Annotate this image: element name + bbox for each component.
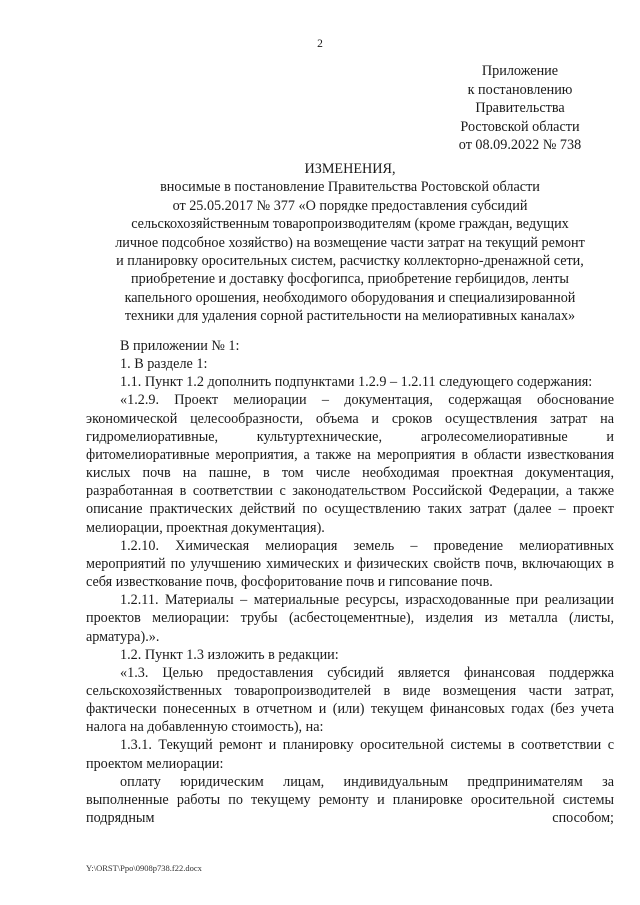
body-paragraph: 1.2. Пункт 1.3 изложить в редакции: (120, 646, 339, 663)
page-number: 2 (317, 38, 323, 50)
heading-line: и планировку оросительных систем, расчистку коллекторно-дренажной сети, (116, 253, 584, 270)
appendix-line: к постановлению (467, 81, 573, 98)
body-paragraph: оплату юридическим лицам, индивидуальным предпринимателям за выполненные работы по текущему ремонту и планировке оросительной системы подрядным способом; (86, 773, 614, 827)
document-body (86, 337, 614, 827)
appendix-line: Ростовской области (460, 118, 580, 135)
body-paragraph: В приложении № 1: (120, 338, 240, 354)
heading-line: приобретение и доставку фосфогипса, приобретение гербицидов, ленты (131, 271, 569, 288)
body-paragraph: 1.2.10. Химическая мелиорация земель – проведение мелиоративных мероприятий по улучшению химических и физических свойств почв, включающих в себя известкование почв, фосфоритование почв и гипсование почв. (86, 537, 614, 591)
heading-line: вносимые в постановление Правительства Ростовской области (160, 179, 540, 196)
body-paragraph: 1.2.11. Материалы – материальные ресурсы, израсходованные при реализации проектов мелиорации: трубы (асбестоцементные), изделия из металла (листы, арматура).». (86, 592, 614, 645)
heading-line: капельного орошения, необходимого оборудования и специализированной (124, 289, 576, 306)
appendix-line: Приложение (481, 63, 559, 79)
appendix-line: от 08.09.2022 № 738 (458, 137, 582, 154)
body-paragraph: 1.1. Пункт 1.2 дополнить подпунктами 1.2.9 – 1.2.11 следующего содержания: (120, 374, 593, 391)
appendix-block (440, 62, 600, 155)
body-paragraph: «1.3. Целью предоставления субсидий является финансовая поддержка сельскохозяйственных товаропроизводителей в виде возмещения части затрат, фактически понесенных в отчетном и (или) текущем финансовых годах (без учета налога на добавленную стоимость), на: (86, 664, 614, 736)
heading-line: техники для удаления сорной растительности на мелиоративных каналах» (124, 308, 576, 325)
document-heading (86, 160, 614, 326)
heading-line: от 25.05.2017 № 377 «О порядке предоставления субсидий (172, 197, 528, 214)
body-paragraph: «1.2.9. Проект мелиорации – документация, содержащая обоснование экономической целесообразности, объема и сроков осуществления затрат на гидромелиоративные, культуртехнические, агролесомелиоративные и фитомелиоративные мероприятия, а также на мероприятия в области известкования кислых почв на пашне, в том числе необходимая проектная документация, разработанная в соответствии с законодательством Российской Федерации, а также описание практических действий по осуществлению таких затрат (далее – проект мелиорации, проектная документация). (86, 392, 614, 536)
footer-file-path: Y:\ORST\Ppo\0908p738.f22.docx (86, 863, 202, 873)
heading-line: личное подсобное хозяйство) на возмещение части затрат на текущий ремонт (115, 234, 585, 251)
heading-line: сельскохозяйственным товаропроизводителям (кроме граждан, ведущих (131, 216, 569, 233)
appendix-line: Правительства (475, 100, 565, 117)
heading-title: ИЗМЕНЕНИЯ, (304, 161, 396, 177)
body-paragraph: 1. В разделе 1: (120, 356, 208, 373)
body-paragraph: 1.3.1. Текущий ремонт и планировку оросительной системы в соответствии с проектом мелиорации: (86, 737, 614, 772)
